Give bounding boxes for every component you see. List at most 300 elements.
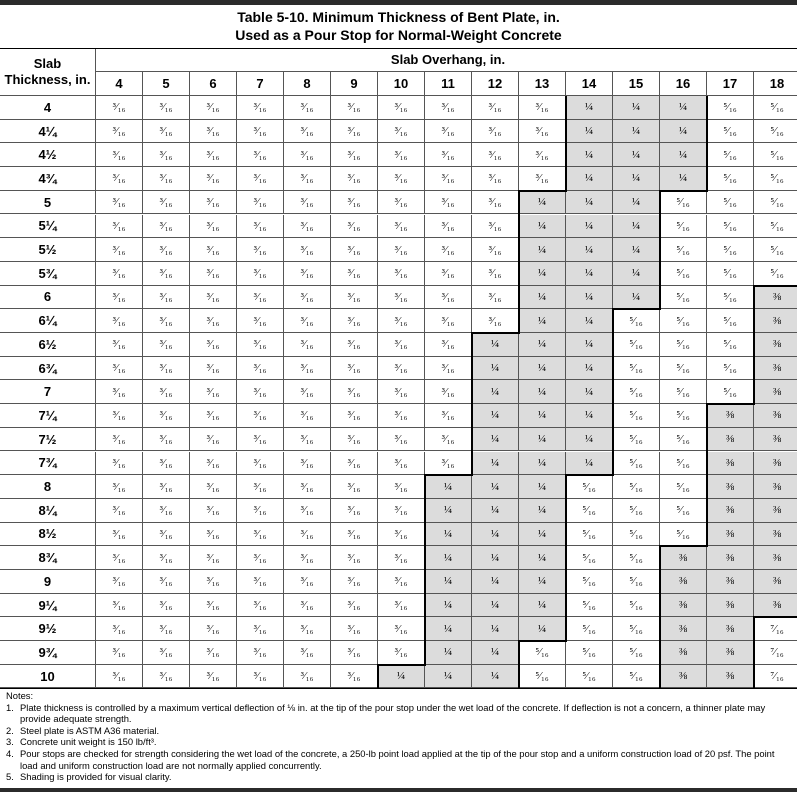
table-cell: ³⁄₁₆ <box>378 309 425 333</box>
boundary-line <box>659 545 708 547</box>
table-cell: ⅜ <box>754 594 797 618</box>
table-cell: ¼ <box>660 96 707 120</box>
table-cell: ³⁄₁₆ <box>331 665 378 689</box>
boundary-line <box>706 499 708 523</box>
table-cell: ⁵⁄₁₆ <box>707 357 754 381</box>
table-cell: ³⁄₁₆ <box>190 665 237 689</box>
table-cell: ³⁄₁₆ <box>143 357 190 381</box>
table-cell: ¼ <box>566 380 613 404</box>
table-cell: ¼ <box>566 143 613 167</box>
column-header-12: 12 <box>472 72 519 96</box>
table-cell: ¼ <box>472 452 519 476</box>
table-cell: ¼ <box>425 665 472 689</box>
table-cell: ³⁄₁₆ <box>331 120 378 144</box>
table-cell: ³⁄₁₆ <box>237 357 284 381</box>
table-cell: ³⁄₁₆ <box>284 286 331 310</box>
row-label: 4¾ <box>0 167 96 191</box>
boundary-line <box>659 238 661 262</box>
table-cell: ³⁄₁₆ <box>190 215 237 239</box>
boundary-line <box>659 215 661 239</box>
table-cell: ⁵⁄₁₆ <box>613 428 660 452</box>
table-cell: ⁵⁄₁₆ <box>566 594 613 618</box>
table-cell: ³⁄₁₆ <box>472 191 519 215</box>
table-cell: ³⁄₁₆ <box>237 641 284 665</box>
table-cell: ³⁄₁₆ <box>425 380 472 404</box>
table-cell: ³⁄₁₆ <box>190 357 237 381</box>
table-cell: ³⁄₁₆ <box>284 238 331 262</box>
table-cell: ¼ <box>519 309 566 333</box>
table-cell: ¼ <box>566 238 613 262</box>
slab-thickness-header: Slab Thickness, in. <box>0 48 96 96</box>
column-header-11: 11 <box>425 72 472 96</box>
table-cell: ⁵⁄₁₆ <box>613 546 660 570</box>
column-header-8: 8 <box>284 72 331 96</box>
boundary-line <box>565 96 567 120</box>
table-cell: ¼ <box>660 120 707 144</box>
table-cell: ⅜ <box>707 452 754 476</box>
table-cell: ³⁄₁₆ <box>378 428 425 452</box>
table-cell: ⅜ <box>754 380 797 404</box>
boundary-line <box>565 474 614 476</box>
table-cell: ³⁄₁₆ <box>284 570 331 594</box>
table-cell: ³⁄₁₆ <box>96 452 143 476</box>
table-cell: ³⁄₁₆ <box>237 499 284 523</box>
boundary-line <box>377 664 426 666</box>
table-cell: ⁵⁄₁₆ <box>613 380 660 404</box>
table-cell: ³⁄₁₆ <box>190 546 237 570</box>
table-cell: ³⁄₁₆ <box>425 191 472 215</box>
table-cell: ³⁄₁₆ <box>472 215 519 239</box>
boundary-line <box>659 617 661 641</box>
table-cell: ³⁄₁₆ <box>331 357 378 381</box>
table-cell: ³⁄₁₆ <box>237 475 284 499</box>
table-cell: ³⁄₁₆ <box>96 570 143 594</box>
table-cell: ¼ <box>613 167 660 191</box>
boundary-line <box>612 333 614 357</box>
boundary-line <box>612 357 614 381</box>
table-cell: ⁵⁄₁₆ <box>660 475 707 499</box>
boundary-line <box>753 665 755 689</box>
row-label: 5½ <box>0 238 96 262</box>
table-cell: ³⁄₁₆ <box>284 167 331 191</box>
table-cell: ³⁄₁₆ <box>378 641 425 665</box>
table-cell: ⁵⁄₁₆ <box>754 96 797 120</box>
table-cell: ⁵⁄₁₆ <box>660 452 707 476</box>
table-cell: ³⁄₁₆ <box>237 286 284 310</box>
table-cell: ³⁄₁₆ <box>143 167 190 191</box>
table-cell: ³⁄₁₆ <box>331 238 378 262</box>
table-cell: ³⁄₁₆ <box>96 191 143 215</box>
table-cell: ¼ <box>472 594 519 618</box>
boundary-line <box>565 546 567 570</box>
table-cell: ⅜ <box>754 286 797 310</box>
note-text: Concrete unit weight is 150 lb/ft³. <box>20 736 157 748</box>
table-cell: ³⁄₁₆ <box>284 499 331 523</box>
table-cell: ³⁄₁₆ <box>96 665 143 689</box>
table-cell: ³⁄₁₆ <box>237 262 284 286</box>
table-cell: ¼ <box>472 570 519 594</box>
table-cell: ⁵⁄₁₆ <box>519 641 566 665</box>
table-cell: ⁵⁄₁₆ <box>613 665 660 689</box>
table-cell: ⁵⁄₁₆ <box>660 380 707 404</box>
boundary-line <box>706 523 708 547</box>
table-cell: ³⁄₁₆ <box>96 262 143 286</box>
row-label: 10 <box>0 665 96 689</box>
table-cell: ³⁄₁₆ <box>284 404 331 428</box>
table-cell: ⅜ <box>707 617 754 641</box>
notes-heading: Notes: <box>6 690 34 701</box>
table-cell: ³⁄₁₆ <box>331 333 378 357</box>
table-cell: ³⁄₁₆ <box>472 238 519 262</box>
boundary-line <box>659 262 661 286</box>
column-header-15: 15 <box>613 72 660 96</box>
table-cell: ¼ <box>519 499 566 523</box>
table-cell: ³⁄₁₆ <box>96 641 143 665</box>
table-cell: ⁵⁄₁₆ <box>566 546 613 570</box>
boundary-line <box>518 262 520 286</box>
title-line-1: Table 5-10. Minimum Thickness of Bent Plate, in. <box>237 9 560 25</box>
table-cell: ³⁄₁₆ <box>519 143 566 167</box>
boundary-line <box>565 570 567 594</box>
table-cell: ¼ <box>519 475 566 499</box>
table-cell: ³⁄₁₆ <box>378 546 425 570</box>
table-cell: ³⁄₁₆ <box>378 380 425 404</box>
boundary-line <box>753 617 755 641</box>
table-cell: ³⁄₁₆ <box>190 167 237 191</box>
table-cell: ³⁄₁₆ <box>331 96 378 120</box>
table-cell: ³⁄₁₆ <box>190 238 237 262</box>
table-cell: ⁵⁄₁₆ <box>707 286 754 310</box>
table-cell: ³⁄₁₆ <box>378 523 425 547</box>
table-cell: ⁵⁄₁₆ <box>613 570 660 594</box>
boundary-line <box>706 475 708 499</box>
table-cell: ³⁄₁₆ <box>237 570 284 594</box>
boundary-line <box>706 143 708 167</box>
table-cell: ⅜ <box>754 475 797 499</box>
table-cell: ⁷⁄₁₆ <box>754 617 797 641</box>
boundary-line <box>518 286 520 310</box>
table-cell: ³⁄₁₆ <box>143 238 190 262</box>
boundary-line <box>471 332 520 334</box>
boundary-line <box>565 617 567 641</box>
table-cell: ³⁄₁₆ <box>237 309 284 333</box>
table-cell: ³⁄₁₆ <box>190 617 237 641</box>
table-cell: ¼ <box>519 617 566 641</box>
table-cell: ¼ <box>425 546 472 570</box>
note-number: 4. <box>6 747 14 759</box>
table-cell: ⁵⁄₁₆ <box>754 167 797 191</box>
column-header-6: 6 <box>190 72 237 96</box>
column-header-7: 7 <box>237 72 284 96</box>
table-cell: ⁵⁄₁₆ <box>613 357 660 381</box>
table-cell: ³⁄₁₆ <box>96 238 143 262</box>
table-cell: ⅜ <box>660 594 707 618</box>
boundary-line <box>424 475 426 499</box>
row-label: 5¾ <box>0 262 96 286</box>
table-cell: ³⁄₁₆ <box>284 594 331 618</box>
boundary-line <box>659 570 661 594</box>
note-number: 5. <box>6 771 14 783</box>
table-cell: ³⁄₁₆ <box>284 191 331 215</box>
note-text: Pour stops are checked for strength considering the wet load of the concrete, a 250-lb point load applied at the tip of the pour stop and a uniform construction load of 20 psf. The point load and uniform construction load are not normally applied concurrently. <box>20 747 775 771</box>
table-cell: ³⁄₁₆ <box>331 380 378 404</box>
table-cell: ³⁄₁₆ <box>284 309 331 333</box>
table-cell: ³⁄₁₆ <box>96 357 143 381</box>
table-cell: ⁵⁄₁₆ <box>707 120 754 144</box>
table-cell: ³⁄₁₆ <box>237 238 284 262</box>
notes-list <box>6 702 792 783</box>
boundary-line <box>424 474 473 476</box>
table-cell: ³⁄₁₆ <box>378 404 425 428</box>
column-header-13: 13 <box>519 72 566 96</box>
table-cell: ¼ <box>425 475 472 499</box>
boundary-line <box>753 285 797 287</box>
table-cell: ⅜ <box>707 570 754 594</box>
table-cell: ⅜ <box>660 665 707 689</box>
boundary-line <box>471 380 473 404</box>
boundary-line <box>706 167 708 191</box>
table-cell: ³⁄₁₆ <box>331 523 378 547</box>
thickness-table <box>0 48 797 688</box>
table-cell: ¼ <box>472 404 519 428</box>
column-header-16: 16 <box>660 72 707 96</box>
row-label: 6¼ <box>0 309 96 333</box>
table-cell: ³⁄₁₆ <box>190 96 237 120</box>
boundary-line <box>565 594 567 618</box>
table-cell: ³⁄₁₆ <box>472 262 519 286</box>
table-cell: ³⁄₁₆ <box>425 286 472 310</box>
table-cell: ³⁄₁₆ <box>96 546 143 570</box>
table-cell: ⁵⁄₁₆ <box>566 475 613 499</box>
table-cell: ⁵⁄₁₆ <box>754 120 797 144</box>
table-cell: ⁵⁄₁₆ <box>660 262 707 286</box>
table-cell: ³⁄₁₆ <box>472 309 519 333</box>
note-item <box>6 702 792 725</box>
table-cell: ⁵⁄₁₆ <box>660 404 707 428</box>
table-cell: ⅜ <box>707 428 754 452</box>
table-cell: ⅜ <box>660 617 707 641</box>
table-cell: ³⁄₁₆ <box>378 333 425 357</box>
table-cell: ³⁄₁₆ <box>237 594 284 618</box>
table-cell: ⅜ <box>660 570 707 594</box>
table-cell: ¼ <box>613 286 660 310</box>
table-cell: ⁵⁄₁₆ <box>660 215 707 239</box>
table-cell: ¼ <box>519 262 566 286</box>
table-cell: ³⁄₁₆ <box>425 309 472 333</box>
table-cell: ⅜ <box>707 641 754 665</box>
boundary-line <box>518 190 567 192</box>
table-cell: ³⁄₁₆ <box>425 428 472 452</box>
table-cell: ³⁄₁₆ <box>331 475 378 499</box>
table-cell: ³⁄₁₆ <box>237 167 284 191</box>
table-cell: ³⁄₁₆ <box>190 333 237 357</box>
table-cell: ¼ <box>519 452 566 476</box>
table-cell: ³⁄₁₆ <box>237 665 284 689</box>
table-cell: ³⁄₁₆ <box>237 452 284 476</box>
note-text: Shading is provided for visual clarity. <box>20 771 172 783</box>
table-cell: ³⁄₁₆ <box>472 120 519 144</box>
table-cell: ³⁄₁₆ <box>237 120 284 144</box>
table-cell: ⁵⁄₁₆ <box>519 665 566 689</box>
boundary-line <box>659 546 661 570</box>
table-cell: ¼ <box>566 333 613 357</box>
table-cell: ³⁄₁₆ <box>284 475 331 499</box>
table-cell: ³⁄₁₆ <box>472 167 519 191</box>
table-cell: ³⁄₁₆ <box>519 96 566 120</box>
table-cell: ³⁄₁₆ <box>190 475 237 499</box>
table-cell: ³⁄₁₆ <box>378 499 425 523</box>
table-cell: ³⁄₁₆ <box>190 499 237 523</box>
table-cell: ³⁄₁₆ <box>143 404 190 428</box>
table-cell: ⁵⁄₁₆ <box>613 452 660 476</box>
table-cell: ³⁄₁₆ <box>378 96 425 120</box>
table-cell: ¼ <box>613 215 660 239</box>
table-cell: ³⁄₁₆ <box>143 120 190 144</box>
table-cell: ³⁄₁₆ <box>378 286 425 310</box>
table-cell: ³⁄₁₆ <box>331 594 378 618</box>
table-cell: ³⁄₁₆ <box>96 309 143 333</box>
row-label: 9¾ <box>0 641 96 665</box>
table-cell: ⅜ <box>707 546 754 570</box>
table-cell: ³⁄₁₆ <box>96 215 143 239</box>
table-cell: ³⁄₁₆ <box>284 546 331 570</box>
table-cell: ¼ <box>519 594 566 618</box>
boundary-line <box>753 616 797 618</box>
note-number: 3. <box>6 736 14 748</box>
table-cell: ⁵⁄₁₆ <box>707 191 754 215</box>
note-item <box>6 771 792 783</box>
table-cell: ⅜ <box>754 357 797 381</box>
table-cell: ³⁄₁₆ <box>284 215 331 239</box>
row-label: 6¾ <box>0 357 96 381</box>
table-cell: ¼ <box>613 120 660 144</box>
table-cell: ³⁄₁₆ <box>237 404 284 428</box>
table-cell: ¼ <box>519 286 566 310</box>
title-line-2: Used as a Pour Stop for Normal-Weight Concrete <box>235 27 562 43</box>
table-cell: ⁵⁄₁₆ <box>660 238 707 262</box>
boundary-line <box>424 570 426 594</box>
table-cell: ⁵⁄₁₆ <box>566 523 613 547</box>
table-cell: ⅜ <box>754 570 797 594</box>
table-cell: ¼ <box>425 570 472 594</box>
table-cell: ³⁄₁₆ <box>331 428 378 452</box>
table-cell: ⁵⁄₁₆ <box>660 309 707 333</box>
table-cell: ³⁄₁₆ <box>284 428 331 452</box>
boundary-line <box>424 617 426 641</box>
table-cell: ³⁄₁₆ <box>143 475 190 499</box>
table-cell: ¼ <box>566 215 613 239</box>
table-cell: ³⁄₁₆ <box>284 523 331 547</box>
table-cell: ³⁄₁₆ <box>143 665 190 689</box>
boundary-line <box>518 191 520 215</box>
table-cell: ³⁄₁₆ <box>190 570 237 594</box>
table-cell: ⅜ <box>754 404 797 428</box>
column-header-17: 17 <box>707 72 754 96</box>
table-cell: ¼ <box>472 333 519 357</box>
boundary-line <box>518 215 520 239</box>
column-header-9: 9 <box>331 72 378 96</box>
table-cell: ¼ <box>472 357 519 381</box>
table-cell: ¼ <box>519 380 566 404</box>
table-cell: ⁵⁄₁₆ <box>707 238 754 262</box>
table-cell: ¼ <box>519 333 566 357</box>
table-cell: ³⁄₁₆ <box>143 191 190 215</box>
boundary-line <box>424 594 426 618</box>
table-cell: ³⁄₁₆ <box>331 215 378 239</box>
table-cell: ⁵⁄₁₆ <box>613 641 660 665</box>
row-label: 5¼ <box>0 215 96 239</box>
column-header-14: 14 <box>566 72 613 96</box>
table-cell: ³⁄₁₆ <box>96 617 143 641</box>
table-cell: ³⁄₁₆ <box>331 641 378 665</box>
table-cell: ³⁄₁₆ <box>237 143 284 167</box>
table-cell: ³⁄₁₆ <box>190 594 237 618</box>
boundary-line <box>612 308 661 310</box>
table-cell: ³⁄₁₆ <box>143 546 190 570</box>
column-header-10: 10 <box>378 72 425 96</box>
boundary-line <box>518 640 567 642</box>
table-cell: ³⁄₁₆ <box>143 333 190 357</box>
table-cell: ⁵⁄₁₆ <box>660 428 707 452</box>
table-cell: ¼ <box>660 143 707 167</box>
table-cell: ¼ <box>472 546 519 570</box>
table-cell: ³⁄₁₆ <box>96 523 143 547</box>
table-cell: ¼ <box>566 357 613 381</box>
table-cell: ¼ <box>472 523 519 547</box>
table-cell: ³⁄₁₆ <box>190 452 237 476</box>
table-cell: ³⁄₁₆ <box>190 428 237 452</box>
table-cell: ³⁄₁₆ <box>190 404 237 428</box>
table-cell: ³⁄₁₆ <box>378 215 425 239</box>
boundary-line <box>565 120 567 144</box>
table-cell: ³⁄₁₆ <box>472 286 519 310</box>
table-cell: ³⁄₁₆ <box>284 357 331 381</box>
table-cell: ⅜ <box>754 309 797 333</box>
table-cell: ⁵⁄₁₆ <box>613 404 660 428</box>
table-cell: ⁵⁄₁₆ <box>660 523 707 547</box>
table-cell: ⅜ <box>707 665 754 689</box>
boundary-line <box>706 428 708 452</box>
boundary-line <box>706 404 708 428</box>
boundary-line <box>0 48 797 49</box>
table-cell: ³⁄₁₆ <box>425 96 472 120</box>
boundary-line <box>659 594 661 618</box>
table-cell: ¼ <box>566 428 613 452</box>
table-cell: ³⁄₁₆ <box>237 96 284 120</box>
boundary-line <box>659 286 661 310</box>
table-cell: ³⁄₁₆ <box>237 380 284 404</box>
table-cell: ³⁄₁₆ <box>96 96 143 120</box>
table-cell: ⁵⁄₁₆ <box>613 475 660 499</box>
table-cell: ⅜ <box>707 594 754 618</box>
row-label: 6½ <box>0 333 96 357</box>
boundary-line <box>612 404 614 428</box>
table-cell: ⅜ <box>707 404 754 428</box>
table-cell: ³⁄₁₆ <box>190 143 237 167</box>
table-cell: ⅜ <box>660 546 707 570</box>
table-cell: ⁵⁄₁₆ <box>613 523 660 547</box>
table-cell: ¼ <box>472 499 519 523</box>
table-cell: ³⁄₁₆ <box>143 523 190 547</box>
boundary-line <box>471 357 473 381</box>
row-label: 5 <box>0 191 96 215</box>
notes <box>6 690 792 783</box>
table-cell: ³⁄₁₆ <box>237 546 284 570</box>
table-cell: ³⁄₁₆ <box>143 594 190 618</box>
table-cell: ⁵⁄₁₆ <box>613 594 660 618</box>
table-cell: ⅜ <box>707 499 754 523</box>
boundary-line <box>706 452 708 476</box>
